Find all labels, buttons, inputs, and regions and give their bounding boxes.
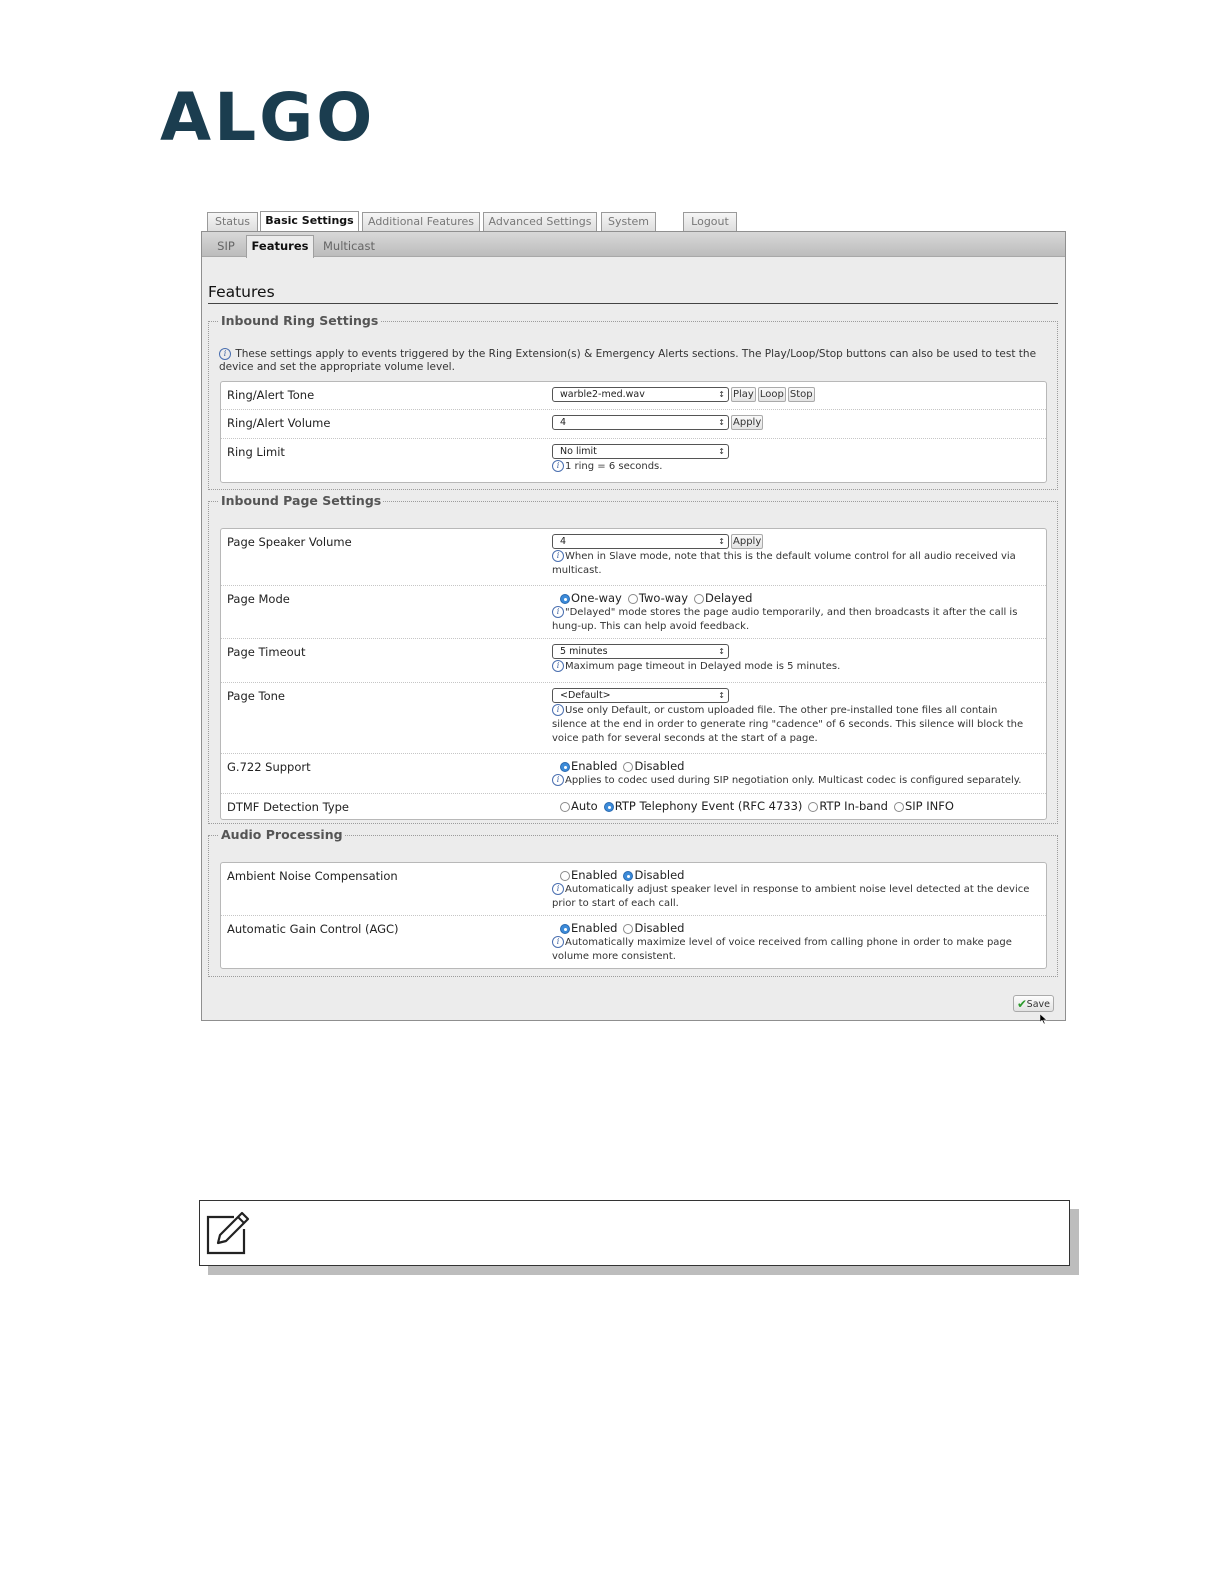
tab-logout[interactable]: Logout: [683, 212, 737, 231]
page-mode-two-way[interactable]: Two-way: [628, 591, 688, 605]
stop-button[interactable]: Stop: [789, 389, 813, 400]
chevron-updown-icon: ↕: [718, 537, 725, 546]
section-legend: Inbound Ring Settings: [221, 313, 379, 328]
tab-basic-settings[interactable]: Basic Settings: [260, 211, 359, 232]
page-settings-table: [220, 528, 1047, 820]
section-description: i These settings apply to events triggered by the Ring Extension(s) & Emergency Alerts sections. The Play/Loop/Stop buttons can also be used to test the device and set the appropriate volume level.: [219, 348, 1037, 373]
sub-tab-bar: [202, 232, 1065, 257]
table-row: [221, 639, 1046, 683]
subtab-multicast[interactable]: Multicast: [323, 239, 375, 253]
chevron-updown-icon: ↕: [718, 418, 725, 427]
table-row: [221, 529, 1046, 586]
dtmf-rtp-telephony-event[interactable]: RTP Telephony Event (RFC 4733): [604, 799, 803, 813]
page-mode-note: i "Delayed" mode stores the page audio temporarily, and then broadcasts it after the call is hung-up. This can help avoid feedback.: [552, 607, 1018, 632]
ring-limit-select[interactable]: No limit ↕: [552, 444, 729, 459]
info-icon: i: [219, 348, 231, 360]
page-mode-label: Page Mode: [227, 592, 290, 606]
tab-system[interactable]: System: [601, 212, 656, 231]
page-timeout-select[interactable]: 5 minutes ↕: [552, 644, 729, 659]
ring-alert-volume-label: Ring/Alert Volume: [227, 416, 331, 430]
agc-label: Automatic Gain Control (AGC): [227, 922, 399, 936]
inbound-ring-section: [208, 314, 1058, 490]
agc-radio-group: [552, 921, 1032, 935]
algo-logo: ALGO: [160, 79, 376, 156]
table-row: [221, 754, 1046, 794]
table-row: [221, 863, 1046, 916]
audio-processing-section: [208, 828, 1058, 977]
checkmark-icon: ✔: [1017, 997, 1028, 1011]
subtab-features[interactable]: Features: [246, 235, 314, 258]
info-icon: i: [552, 460, 564, 472]
subtab-sip[interactable]: SIP: [217, 239, 235, 253]
table-row: [221, 916, 1046, 968]
dtmf-auto[interactable]: Auto: [560, 799, 598, 813]
info-icon: i: [552, 704, 564, 716]
ambient-noise-radio-group: [552, 868, 1032, 882]
ambient-noise-note: i Automatically adjust speaker level in response to ambient noise level detected at the device prior to start of each call.: [552, 884, 1030, 909]
page-mode-radio-group: [552, 591, 1032, 605]
agc-disabled[interactable]: Disabled: [623, 921, 684, 935]
table-row: [221, 382, 1046, 410]
page-tone-select[interactable]: <Default> ↕: [552, 688, 729, 703]
dtmf-radio-group: [552, 799, 1032, 813]
page-timeout-label: Page Timeout: [227, 645, 306, 659]
chevron-updown-icon: ↕: [718, 691, 725, 700]
info-icon: i: [552, 550, 564, 562]
table-row: [221, 439, 1046, 482]
table-row: [221, 683, 1046, 754]
loop-button[interactable]: Loop: [759, 389, 784, 400]
note-pencil-icon: [204, 1209, 252, 1257]
save-button[interactable]: ✔ Save: [1013, 995, 1054, 1012]
dtmf-sip-info[interactable]: SIP INFO: [894, 799, 954, 813]
page-tone-note: i Use only Default, or custom uploaded file. The other pre-installed tone files all contain silence at the end in order to generate ring "cadence" of 6 seconds. This silence will block the voice path for several seconds at the start of a page.: [552, 705, 1024, 744]
info-icon: i: [552, 606, 564, 618]
tab-status[interactable]: Status: [207, 212, 258, 231]
table-row: [221, 586, 1046, 639]
inbound-page-section: [208, 494, 1058, 824]
g722-disabled[interactable]: Disabled: [623, 759, 684, 773]
settings-panel: [201, 231, 1066, 1021]
page-timeout-note: i Maximum page timeout in Delayed mode is 5 minutes.: [552, 660, 1032, 674]
table-row: [221, 410, 1046, 439]
ring-alert-volume-select[interactable]: 4 ↕: [552, 415, 729, 430]
info-icon: i: [552, 936, 564, 948]
dtmf-detection-label: DTMF Detection Type: [227, 800, 350, 814]
audio-settings-table: [220, 862, 1047, 969]
apply-button[interactable]: Apply: [733, 417, 762, 428]
ring-settings-table: [220, 381, 1047, 483]
ambient-noise-enabled[interactable]: Enabled: [560, 868, 617, 882]
info-icon: i: [552, 660, 564, 672]
page-speaker-volume-note: i When in Slave mode, note that this is the default volume control for all audio received via multicast.: [552, 551, 1016, 576]
ambient-noise-disabled[interactable]: Disabled: [623, 868, 684, 882]
page-speaker-volume-select[interactable]: 4 ↕: [552, 534, 729, 549]
table-row: [221, 794, 1046, 819]
ring-limit-note: i 1 ring = 6 seconds.: [552, 460, 1032, 474]
info-icon: i: [552, 883, 564, 895]
chevron-updown-icon: ↕: [718, 447, 725, 456]
apply-button[interactable]: Apply: [733, 536, 762, 547]
play-button[interactable]: Play: [733, 389, 754, 400]
page-tone-label: Page Tone: [227, 689, 285, 703]
dtmf-rtp-in-band[interactable]: RTP In-band: [808, 799, 888, 813]
g722-support-label: G.722 Support: [227, 760, 311, 774]
tab-advanced-settings[interactable]: Advanced Settings: [483, 212, 597, 231]
ambient-noise-label: Ambient Noise Compensation: [227, 869, 398, 883]
g722-enabled[interactable]: Enabled: [560, 759, 617, 773]
page-mode-one-way[interactable]: One-way: [560, 591, 622, 605]
ring-alert-tone-label: Ring/Alert Tone: [227, 388, 315, 402]
note-callout-box: [199, 1200, 1070, 1266]
tab-additional-features[interactable]: Additional Features: [362, 212, 480, 231]
section-legend: Inbound Page Settings: [221, 493, 382, 508]
g722-radio-group: [552, 759, 1032, 773]
section-legend: Audio Processing: [221, 827, 343, 842]
page-speaker-volume-label: Page Speaker Volume: [227, 535, 352, 549]
chevron-updown-icon: ↕: [718, 390, 725, 399]
g722-note: i Applies to codec used during SIP negotiation only. Multicast codec is configured separately.: [552, 774, 1032, 788]
page-title: Features: [208, 282, 1058, 304]
page-mode-delayed[interactable]: Delayed: [694, 591, 752, 605]
ring-limit-label: Ring Limit: [227, 445, 285, 459]
agc-enabled[interactable]: Enabled: [560, 921, 617, 935]
chevron-updown-icon: ↕: [718, 647, 725, 656]
mouse-cursor-icon: [1040, 1014, 1048, 1024]
info-icon: i: [552, 774, 564, 786]
ring-alert-tone-select[interactable]: warble2-med.wav ↕: [552, 387, 729, 402]
agc-note: i Automatically maximize level of voice received from calling phone in order to make page volume more consistent.: [552, 937, 1012, 962]
